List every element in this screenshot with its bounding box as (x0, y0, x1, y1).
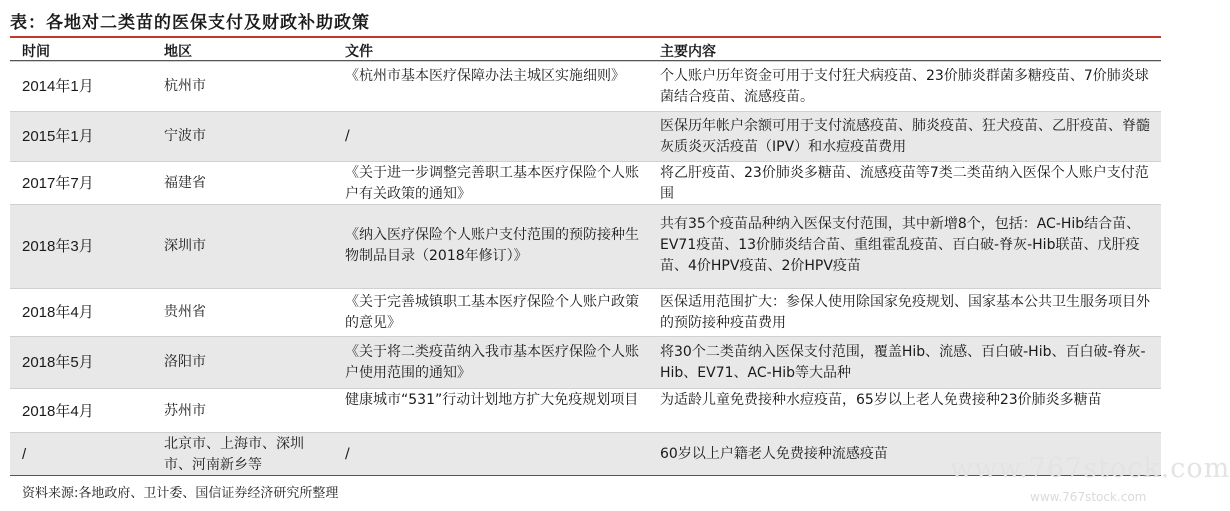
cell-doc: 《关于完善城镇职工基本医疗保险个人账户政策的意见》 (345, 294, 639, 331)
cell-time: 2015年1月 (22, 128, 94, 145)
cell-area: 深圳市 (164, 238, 206, 254)
cell-area: 贵州省 (164, 304, 206, 320)
table-row (10, 61, 1161, 112)
table-header (10, 39, 1161, 60)
cell-content: 60岁以上户籍老人免费接种流感疫苗 (660, 446, 888, 462)
table-row (10, 204, 1161, 289)
cell-doc: 《关于进一步调整完善职工基本医疗保险个人账户有关政策的通知》 (345, 165, 639, 202)
cell-time: 2018年3月 (22, 238, 94, 255)
cell-content: 共有35个疫苗品种纳入医保支付范围，其中新增8个，包括：AC-Hib结合苗、EV71疫苗、13价肺炎结合苗、重组霍乱疫苗、百白破-脊灰-Hib联苗、戊肝疫苗、4价HPV疫苗、2价HPV疫苗 (660, 216, 1141, 274)
cell-doc: / (345, 446, 350, 462)
cell-area: 福建省 (164, 175, 206, 191)
table-row (10, 336, 1161, 389)
table-row (10, 288, 1161, 337)
table-row (10, 388, 1161, 433)
cell-area: 洛阳市 (164, 354, 206, 370)
cell-content: 将乙肝疫苗、23价肺炎多糖苗、流感疫苗等7类二类苗纳入医保个人账户支付范围 (660, 165, 1149, 202)
table-row (10, 111, 1161, 162)
table-row (10, 161, 1161, 205)
cell-content: 将30个二类苗纳入医保支付范围，覆盖Hib、流感、百白破-Hib、百白破-脊灰-Hib、EV71、AC-Hib等大品种 (660, 344, 1146, 381)
cell-doc: 《纳入医疗保险个人账户支付范围的预防接种生物制品目录（2018年修订）》 (345, 227, 639, 264)
watermark: www.767stock.com (950, 453, 1230, 484)
cell-area: 北京市、上海市、深圳市、河南新乡等 (164, 436, 304, 473)
cell-area: 苏州市 (164, 403, 206, 419)
table-title: 表：各地对二类苗的医保支付及财政补助政策 (10, 13, 370, 33)
cell-doc: / (345, 128, 350, 144)
cell-doc: 《关于将二类疫苗纳入我市基本医疗保险个人账户使用范围的通知》 (345, 344, 639, 381)
cell-time: 2018年4月 (22, 304, 94, 321)
cell-doc: 健康城市“531”行动计划地方扩大免疫规划项目 (345, 392, 639, 408)
cell-content: 个人账户历年资金可用于支付狂犬病疫苗、23价肺炎群菌多糖疫苗、7价肺炎球菌结合疫苗、流感疫苗。 (660, 68, 1149, 105)
cell-time: 2017年7月 (22, 175, 94, 192)
header-time: 时间 (22, 44, 50, 60)
cell-time: 2014年1月 (22, 78, 94, 95)
cell-time: 2018年4月 (22, 403, 94, 420)
header-doc: 文件 (345, 44, 373, 60)
cell-doc: 《杭州市基本医疗保障办法主城区实施细则》 (345, 68, 625, 84)
top-rule (10, 36, 1161, 38)
cell-content: 医保历年帐户余额可用于支付流感疫苗、肺炎疫苗、狂犬疫苗、乙肝疫苗、脊髓灰质炎灭活疫苗（IPV）和水痘疫苗费用 (660, 118, 1150, 155)
cell-time: / (22, 446, 27, 463)
cell-area: 宁波市 (164, 128, 206, 144)
cell-content: 为适龄儿童免费接种水痘疫苗，65岁以上老人免费接种23价肺炎多糖苗 (660, 392, 1102, 408)
watermark-small: www.767stock.com (1030, 490, 1147, 504)
cell-content: 医保适用范围扩大：参保人使用除国家免疫规划、国家基本公共卫生服务项目外的预防接种疫苗费用 (660, 294, 1150, 331)
header-area: 地区 (164, 44, 192, 60)
cell-area: 杭州市 (164, 78, 206, 94)
cell-time: 2018年5月 (22, 354, 94, 371)
source-note: 资料来源:各地政府、卫计委、国信证券经济研究所整理 (22, 486, 339, 501)
header-content: 主要内容 (660, 44, 716, 60)
